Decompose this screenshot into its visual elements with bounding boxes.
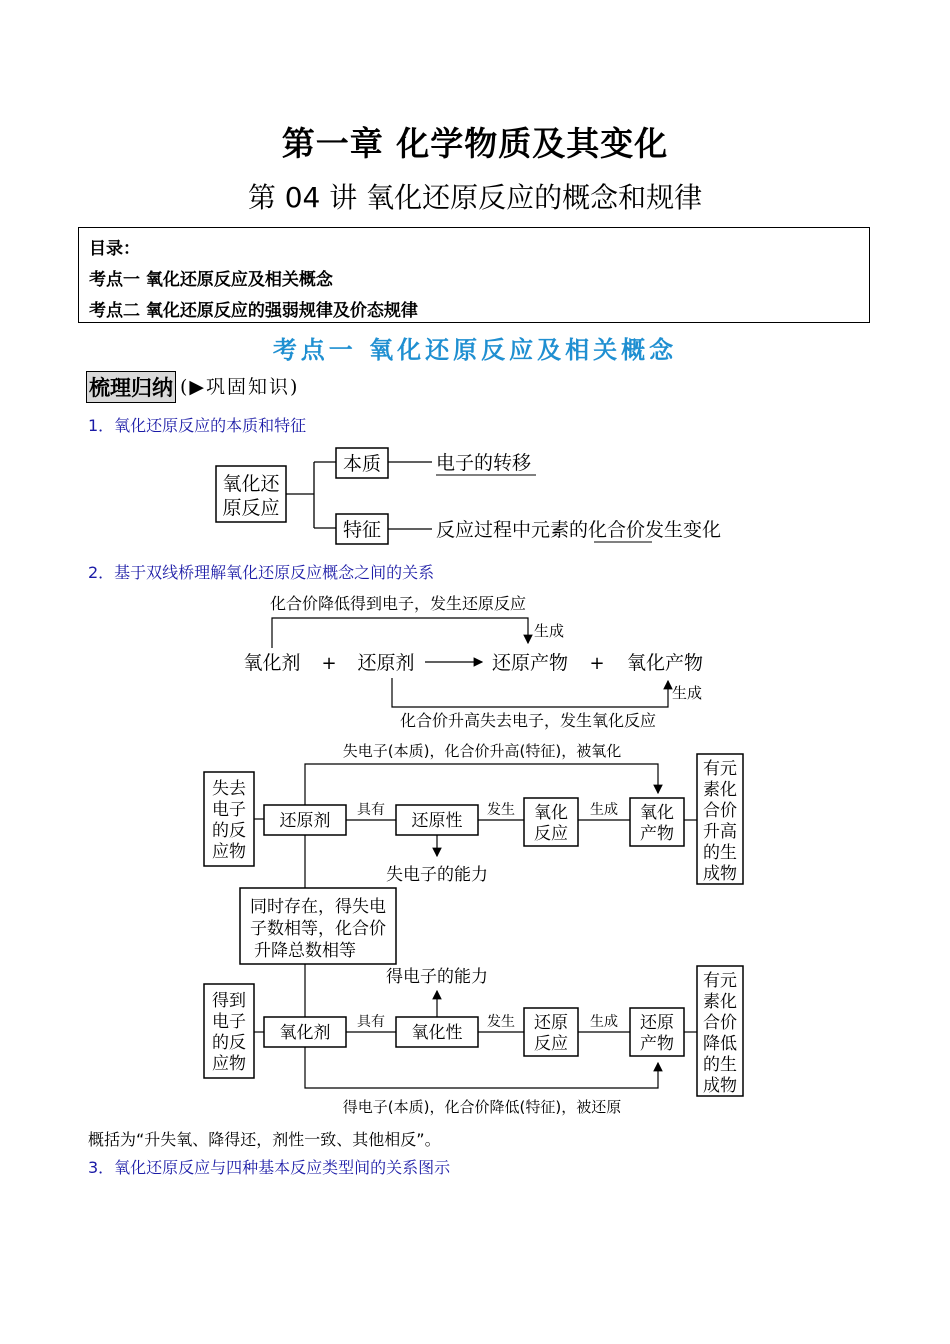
toc-label: 目录： xyxy=(89,239,140,259)
svg-text:还原: 还原 xyxy=(534,1013,568,1033)
feature-label: 特征 xyxy=(342,519,382,541)
feature-value: 反应过程中元素的化合价发生变化 xyxy=(436,519,722,541)
essence-label: 本质 xyxy=(342,453,382,475)
svg-text:的生: 的生 xyxy=(703,843,737,863)
svg-text:具有: 具有 xyxy=(357,802,385,818)
chapter-title: 第一章 化学物质及其变化 xyxy=(281,124,669,163)
reductant-box: 还原剂 xyxy=(279,811,331,831)
svg-text:有元: 有元 xyxy=(703,759,737,779)
oxidation-product: 氧化产物 xyxy=(626,652,704,674)
svg-text:升降总数相等: 升降总数相等 xyxy=(254,941,356,961)
subsection-1-heading: 1．氧化还原反应的本质和特征 xyxy=(88,416,307,435)
svg-text:素化: 素化 xyxy=(703,992,737,1012)
lose-ability: 失电子的能力 xyxy=(386,865,488,885)
toc-item-2[interactable]: 考点二 氧化还原反应的强弱规律及价态规律 xyxy=(89,301,418,321)
subsection-3-heading: 3．氧化还原反应与四种基本反应类型间的关系图示 xyxy=(88,1158,451,1177)
svg-text:的反: 的反 xyxy=(212,821,246,841)
svg-text:产物: 产物 xyxy=(640,1034,674,1054)
root-line-2: 原反应 xyxy=(222,497,280,519)
svg-text:反应: 反应 xyxy=(534,824,568,844)
oxidizability-box: 氧化性 xyxy=(411,1023,463,1043)
svg-text:生成: 生成 xyxy=(590,1014,618,1030)
plus-2: + xyxy=(589,653,605,674)
svg-text:同时存在，得失电: 同时存在，得失电 xyxy=(250,897,386,917)
essence-value: 电子的转移 xyxy=(436,452,532,474)
svg-text:得到: 得到 xyxy=(212,991,246,1011)
svg-text:电子: 电子 xyxy=(212,1012,246,1032)
reducibility-box: 还原性 xyxy=(411,811,463,831)
bottom-generate: 生成 xyxy=(672,684,703,702)
svg-text:发生: 发生 xyxy=(487,802,515,818)
summary-label: 梳理归纳 xyxy=(86,371,176,403)
svg-text:素化: 素化 xyxy=(703,780,737,800)
lecture-title: 第 04 讲 氧化还原反应的概念和规律 xyxy=(247,181,703,214)
svg-text:产物: 产物 xyxy=(640,824,674,844)
svg-text:还原: 还原 xyxy=(640,1013,674,1033)
double-bridge-diagram xyxy=(0,588,950,738)
plus-1: + xyxy=(321,653,337,674)
svg-text:生成: 生成 xyxy=(590,802,618,818)
svg-text:电子: 电子 xyxy=(212,800,246,820)
svg-text:失去: 失去 xyxy=(212,779,246,799)
svg-text:应物: 应物 xyxy=(212,842,246,862)
top-generate: 生成 xyxy=(534,622,565,640)
svg-text:升高: 升高 xyxy=(703,822,737,842)
concept-relationship-diagram xyxy=(0,738,950,1120)
section-heading-kp1: 考点一 氧化还原反应及相关概念 xyxy=(272,336,678,364)
svg-text:成物: 成物 xyxy=(703,1076,737,1096)
svg-text:反应: 反应 xyxy=(534,1034,568,1054)
svg-text:氧化: 氧化 xyxy=(534,803,568,823)
top-bridge-text: 化合价降低得到电子，发生还原反应 xyxy=(269,594,527,613)
svg-text:氧化: 氧化 xyxy=(640,803,674,823)
reductant: 还原剂 xyxy=(357,652,415,674)
top-line-text: 失电子(本质)，化合价升高(特征)，被氧化 xyxy=(342,742,622,760)
svg-text:的生: 的生 xyxy=(703,1055,737,1075)
svg-text:降低: 降低 xyxy=(703,1034,737,1054)
reduction-product: 还原产物 xyxy=(491,652,569,674)
oxidant-box: 氧化剂 xyxy=(279,1023,331,1043)
svg-text:具有: 具有 xyxy=(357,1014,385,1030)
bottom-line-text: 得电子(本质)，化合价降低(特征)，被还原 xyxy=(342,1098,622,1116)
svg-text:子数相等，化合价: 子数相等，化合价 xyxy=(250,919,386,939)
gain-ability: 得电子的能力 xyxy=(386,967,488,987)
svg-text:合价: 合价 xyxy=(703,801,737,821)
svg-text:发生: 发生 xyxy=(487,1014,515,1030)
root-line-1: 氧化还 xyxy=(222,473,280,495)
subsection-2-heading: 2．基于双线桥理解氧化还原反应概念之间的关系 xyxy=(88,563,435,582)
svg-text:合价: 合价 xyxy=(703,1013,737,1033)
svg-text:应物: 应物 xyxy=(212,1054,246,1074)
oxidant: 氧化剂 xyxy=(243,652,301,674)
toc-item-1[interactable]: 考点一 氧化还原反应及相关概念 xyxy=(89,270,333,290)
summary-note: 概括为“升失氧、降得还，剂性一致、其他相反”。 xyxy=(88,1130,441,1149)
essence-feature-diagram xyxy=(0,440,950,555)
summary-tag: (▶巩固知识) xyxy=(180,376,300,398)
svg-text:有元: 有元 xyxy=(703,971,737,991)
svg-text:成物: 成物 xyxy=(703,864,737,884)
table-of-contents xyxy=(78,227,870,323)
svg-text:的反: 的反 xyxy=(212,1033,246,1053)
bottom-bridge-text: 化合价升高失去电子，发生氧化反应 xyxy=(399,711,657,730)
